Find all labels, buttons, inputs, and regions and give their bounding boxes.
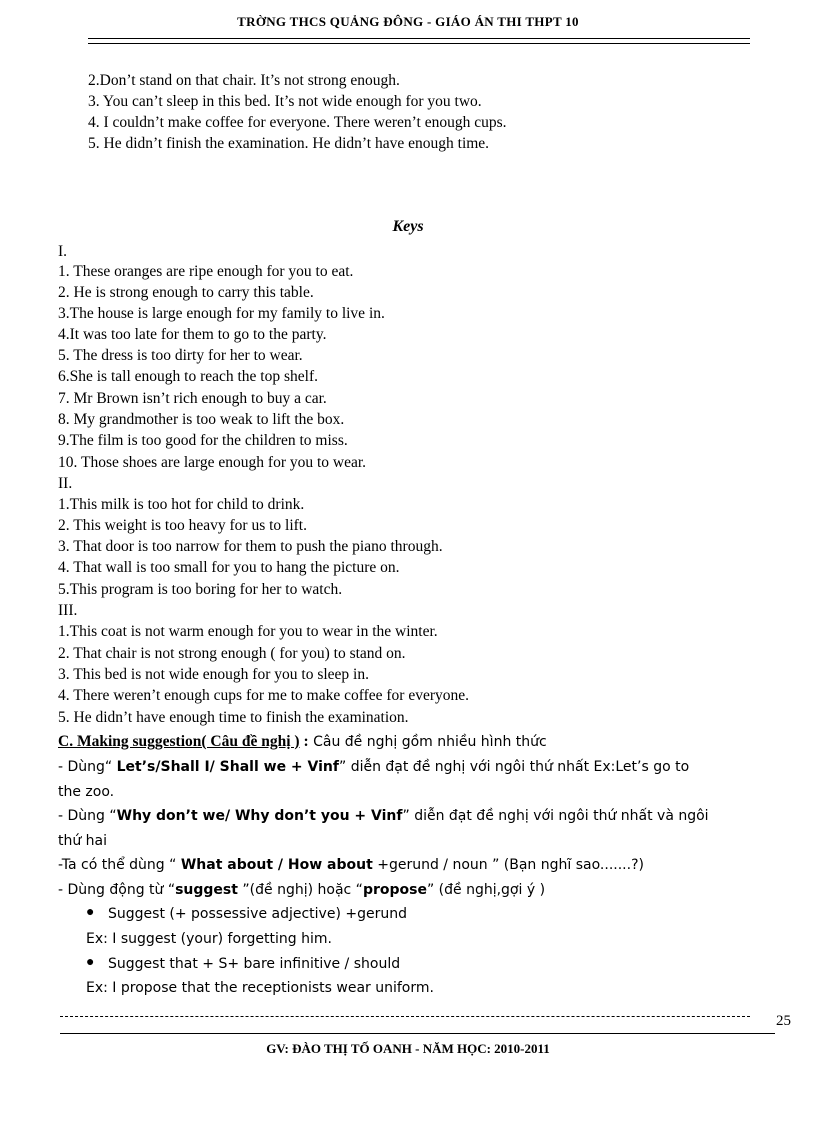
key-item: 3. That door is too narrow for them to push the piano through. — [58, 538, 443, 555]
example-line: Ex: I suggest (your) forgetting him. — [86, 931, 332, 947]
section-c-heading-rest: Câu đề nghị gồm nhiều hình thức — [308, 734, 547, 750]
text: ”(đề nghị) hoặc “ — [237, 882, 363, 898]
intro-sentence: 2.Don’t stand on that chair. It’s not strong enough. — [88, 72, 400, 89]
form-what-about: What about / How about — [180, 857, 373, 873]
suggestion-line — [58, 855, 644, 876]
suggestion-line — [58, 757, 689, 778]
key-item: 2. That chair is not strong enough ( for you) to stand on. — [58, 645, 406, 662]
bullet-item: Suggest (+ possessive adjective) +gerund — [108, 906, 407, 922]
header-rule — [88, 38, 750, 44]
key-item: 9.The film is too good for the children to miss. — [58, 432, 348, 449]
text: ” (đề nghị,gợi ý ) — [426, 882, 546, 898]
text: - Dùng động từ “ — [58, 882, 176, 898]
footer-rule — [60, 1033, 775, 1034]
footer-dashed-rule — [60, 1016, 750, 1017]
suggestion-line: thứ hai — [58, 833, 108, 849]
keys-title: Keys — [392, 218, 424, 235]
intro-sentence: 4. I couldn’t make coffee for everyone. There weren’t enough cups. — [88, 114, 507, 131]
key-item: 5.This program is too boring for her to watch. — [58, 581, 343, 598]
intro-sentence: 3. You can’t sleep in this bed. It’s not wide enough for you two. — [88, 93, 482, 110]
suggestion-line: the zoo. — [58, 784, 115, 800]
text: -Ta có thể dùng “ — [58, 857, 181, 873]
key-item: 1.This milk is too hot for child to drink. — [58, 496, 305, 513]
key-item: 8. My grandmother is too weak to lift the box. — [58, 411, 345, 428]
section-c-heading: C. Making suggestion( Câu đề nghị ) — [58, 733, 300, 750]
key-item: 2. He is strong enough to carry this table. — [58, 284, 314, 301]
key-item: 5. He didn’t have enough time to finish the examination. — [58, 709, 409, 726]
text: +gerund / noun ” (Bạn nghĩ sao.......?) — [372, 857, 644, 873]
text: - Dùng“ — [58, 759, 117, 775]
key-item: 1.This coat is not warm enough for you to wear in the winter. — [58, 623, 438, 640]
suggestion-line — [58, 880, 545, 901]
key-item: 1. These oranges are ripe enough for you to eat. — [58, 263, 354, 280]
section-label-ii: II. — [58, 475, 73, 492]
section-c-heading-line — [58, 731, 547, 753]
verb-propose: propose — [362, 882, 427, 898]
bullet-item: Suggest that + S+ bare infinitive / should — [108, 956, 401, 972]
bullet-icon: ● — [86, 955, 95, 970]
text: ” diễn đạt đề nghị với ngôi thứ nhất và ngôi — [402, 808, 709, 824]
key-item: 3.The house is large enough for my family to live in. — [58, 305, 385, 322]
example-line: Ex: I propose that the receptionists wear uniform. — [86, 980, 434, 996]
key-item: 4. That wall is too small for you to hang the picture on. — [58, 559, 400, 576]
key-item: 2. This weight is too heavy for us to lift. — [58, 517, 307, 534]
section-label-iii: III. — [58, 602, 78, 619]
key-item: 7. Mr Brown isn’t rich enough to buy a car. — [58, 390, 327, 407]
key-item: 4. There weren’t enough cups for me to make coffee for everyone. — [58, 687, 470, 704]
suggestion-line — [58, 806, 709, 827]
key-item: 10. Those shoes are large enough for you to wear. — [58, 454, 367, 471]
key-item: 3. This bed is not wide enough for you to sleep in. — [58, 666, 369, 683]
page-number: 25 — [776, 1013, 791, 1029]
section-label-i: I. — [58, 243, 68, 260]
intro-sentence: 5. He didn’t finish the examination. He didn’t have enough time. — [88, 135, 490, 152]
key-item: 4.It was too late for them to go to the party. — [58, 326, 327, 343]
verb-suggest: suggest — [175, 882, 238, 898]
text: - Dùng “ — [58, 808, 117, 824]
text: ” diễn đạt đề nghị với ngôi thứ nhất Ex:Let’s go to — [338, 759, 690, 775]
form-why-dont: Why don’t we/ Why don’t you + Vinf — [116, 808, 403, 824]
key-item: 5. The dress is too dirty for her to wear. — [58, 347, 303, 364]
key-item: 6.She is tall enough to reach the top shelf. — [58, 368, 318, 385]
page-footer: GV: ĐÀO THỊ TỐ OANH - NĂM HỌC: 2010-2011 — [266, 1041, 550, 1056]
page-header: TRỜNG THCS QUẢNG ĐÔNG - GIÁO ÁN THI THPT 10 — [237, 14, 579, 29]
form-lets: Let’s/Shall I/ Shall we + Vinf — [116, 759, 339, 775]
section-c-colon: : — [299, 733, 309, 750]
bullet-icon: ● — [86, 905, 95, 920]
